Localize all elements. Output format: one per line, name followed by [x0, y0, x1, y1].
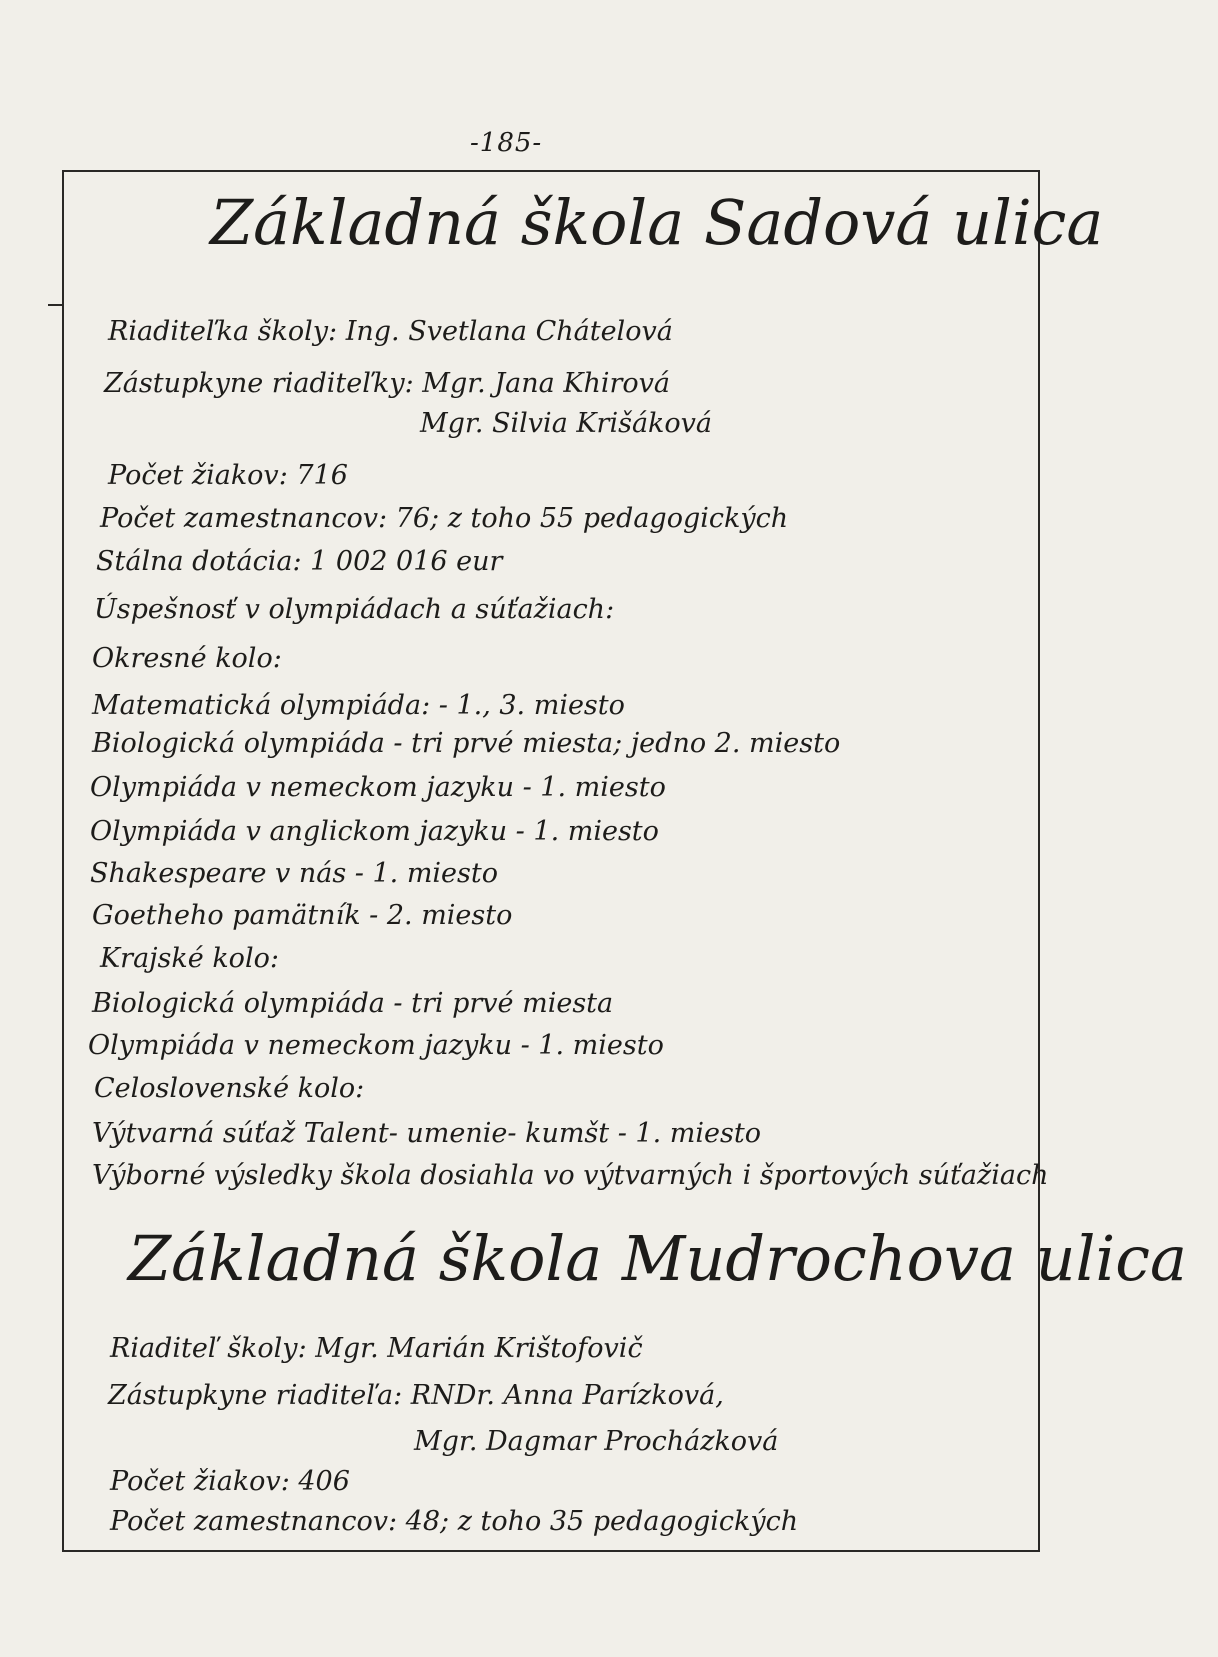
- school1-line: Zástupkyne riaditeľky: Mgr. Jana Khirová: [104, 368, 671, 399]
- school1-line: Goetheho pamätník - 2. miesto: [92, 900, 513, 931]
- school1-line: Výtvarná súťaž Talent- umenie- kumšt - 1. miesto: [92, 1118, 761, 1149]
- school1-line: Počet žiakov: 716: [108, 460, 348, 491]
- school1-line: Matematická olympiáda: - 1., 3. miesto: [92, 690, 625, 721]
- school2-line: Zástupkyne riaditeľa: RNDr. Anna Parízková,: [108, 1380, 724, 1411]
- school1-line: Úspešnosť v olympiádach a súťažiach:: [94, 594, 615, 625]
- school1-line: Olympiáda v anglickom jazyku - 1. miesto: [90, 816, 659, 847]
- school1-line: Výborné výsledky škola dosiahla vo výtvarných i športových súťažiach: [92, 1160, 1049, 1191]
- school1-line: Riaditeľka školy: Ing. Svetlana Chátelová: [108, 316, 673, 347]
- school1-line: Okresné kolo:: [92, 643, 282, 674]
- school1-line: Biologická olympiáda - tri prvé miesta; jedno 2. miesto: [92, 728, 841, 759]
- school1-line: Olympiáda v nemeckom jazyku - 1. miesto: [90, 772, 666, 803]
- school1-line: Shakespeare v nás - 1. miesto: [90, 858, 498, 889]
- school2-line: Počet žiakov: 406: [110, 1466, 350, 1497]
- school2-line: Mgr. Dagmar Procházková: [414, 1426, 779, 1457]
- school1-line: Stálna dotácia: 1 002 016 eur: [96, 546, 503, 577]
- school1-line: Počet zamestnancov: 76; z toho 55 pedagogických: [100, 503, 789, 534]
- school1-line: Mgr. Silvia Krišáková: [420, 408, 713, 439]
- school1-line: Celoslovenské kolo:: [94, 1073, 365, 1104]
- school1-line: Biologická olympiáda - tri prvé miesta: [92, 988, 614, 1019]
- margin-tick: [48, 304, 62, 306]
- school2-line: Počet zamestnancov: 48; z toho 35 pedagogických: [110, 1506, 799, 1537]
- school1-heading: Základná škola Sadová ulica: [210, 186, 1104, 259]
- school2-heading: Základná škola Mudrochova ulica: [128, 1222, 1187, 1295]
- school1-line: Krajské kolo:: [100, 943, 279, 974]
- page-number: -185-: [470, 128, 543, 158]
- school1-line: Olympiáda v nemeckom jazyku - 1. miesto: [88, 1030, 664, 1061]
- school2-line: Riaditeľ školy: Mgr. Marián Krištofovič: [110, 1333, 643, 1364]
